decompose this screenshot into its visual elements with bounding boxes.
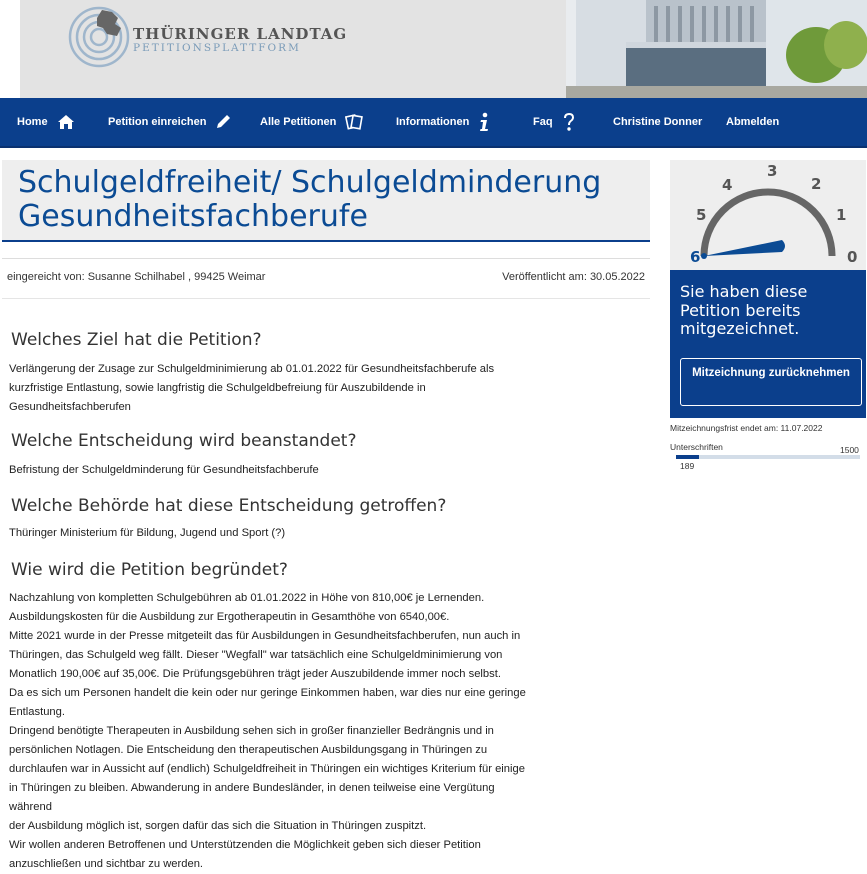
section-text-behoerde: Thüringer Ministerium für Bildung, Jugend und Sport (?) bbox=[9, 527, 286, 539]
signatures-count: 189 bbox=[680, 461, 695, 471]
section-heading-ziel: Welches Ziel hat die Petition? bbox=[11, 330, 262, 350]
site-title: THÜRINGER LANDTAG bbox=[133, 25, 348, 43]
documents-icon bbox=[345, 113, 363, 131]
gauge-label-2: 2 bbox=[811, 175, 822, 193]
signature-gauge bbox=[670, 160, 866, 270]
withdraw-signature-button[interactable]: Mitzeichnung zurücknehmen bbox=[680, 358, 862, 406]
gauge-label-3: 3 bbox=[767, 162, 778, 180]
petition-title: Schulgeldfreiheit/ Schulgeldminderung Gesundheitsfachberufe bbox=[18, 165, 602, 234]
section-text-ziel: Verlängerung der Zusage zur Schulgeldminimierung ab 01.01.2022 für Gesundheitsfachberufe als kurzfristige Entlastung, sowie langfristig die Schulgeldbefreiung für Auszubildende in Gesundheitsfachberufen bbox=[9, 363, 495, 413]
nav-petition-einreichen[interactable] bbox=[108, 98, 231, 146]
petition-title-box bbox=[2, 160, 650, 242]
main-navigation bbox=[0, 98, 867, 148]
signed-message: Sie haben diese Petition bereits mitgezeichnet. bbox=[680, 282, 808, 338]
gauge-label-4: 4 bbox=[722, 176, 733, 194]
nav-home-label: Home bbox=[17, 116, 48, 128]
question-icon bbox=[562, 112, 576, 132]
divider bbox=[2, 258, 650, 259]
site-header bbox=[0, 0, 867, 98]
petition-submitter: eingereicht von: Susanne Schilhabel , 99425 Weimar bbox=[7, 271, 266, 283]
nav-alle-petitionen[interactable] bbox=[260, 98, 363, 146]
gauge-label-5: 5 bbox=[696, 206, 707, 224]
gauge-label-6: 6 bbox=[690, 248, 701, 266]
nav-petition-einreichen-label: Petition einreichen bbox=[108, 116, 207, 128]
petition-published-date: Veröffentlicht am: 30.05.2022 bbox=[502, 271, 645, 283]
gauge-icon bbox=[670, 160, 866, 270]
home-icon bbox=[57, 114, 75, 130]
landtag-logo-icon[interactable] bbox=[68, 6, 130, 68]
section-heading-entscheidung: Welche Entscheidung wird beanstandet? bbox=[11, 431, 357, 451]
signatures-progress-fill bbox=[676, 455, 699, 459]
section-heading-begruendung: Wie wird die Petition begründet? bbox=[11, 560, 288, 580]
pencil-icon bbox=[215, 114, 231, 130]
nav-faq[interactable] bbox=[533, 98, 576, 146]
nav-faq-label: Faq bbox=[533, 116, 553, 128]
site-subtitle: PETITIONSPLATTFORM bbox=[133, 42, 301, 54]
signatures-goal: 1500 bbox=[840, 445, 859, 455]
gauge-label-1: 1 bbox=[836, 206, 847, 224]
nav-user-profile[interactable]: Christine Donner bbox=[613, 116, 703, 128]
signature-deadline: Mitzeichnungsfrist endet am: 11.07.2022 bbox=[670, 423, 823, 433]
building-photo bbox=[566, 0, 867, 98]
nav-abmelden[interactable]: Abmelden bbox=[726, 116, 780, 128]
divider bbox=[2, 298, 650, 299]
nav-alle-petitionen-label: Alle Petitionen bbox=[260, 116, 337, 128]
gauge-label-0: 0 bbox=[847, 248, 858, 266]
signed-status-box bbox=[670, 270, 866, 418]
signatures-label: Unterschriften bbox=[670, 442, 723, 452]
info-icon bbox=[478, 112, 490, 132]
nav-informationen[interactable] bbox=[396, 98, 490, 146]
nav-home[interactable] bbox=[17, 98, 75, 146]
nav-informationen-label: Informationen bbox=[396, 116, 470, 128]
section-text-begruendung: Nachzahlung von kompletten Schulgebühren ab 01.01.2022 in Höhe von 810,00€ je Lernenden. Ausbildungskosten für die Ausbildung zur Ergotherapeutin in Gesamthöhe von 6540,00€. Mitte 2021 wurde in der Presse mitgeteilt das für Ausbildungen in Gesundheitsfachberufen, nun auch in Thüringen, das Schulgeld weg fällt. Dieser "Wegfall" war tatsächlich eine Schulgeldminimierung von Monatlich 190,00€ auf 35,00€. Die Prüfungsgebühren trägt jeder Auszubildende immer noch selbst. Da es sich um Personen handelt die kein oder nur geringe Einkommen haben, war dies nur eine geringe Entlastung. Dringend benötigte Therapeuten in Ausbildung sehen sich in großer finanzieller Bedrängnis und in persönlichen Notlagen. Die Entscheidung den therapeutischen Ausbildungsgang in Thüringen zu durchlaufen war in Aussicht auf (endlich) Schulgeldfreiheit in Thüringen ein wichtiges Kriterium für einige in Thüringen zu bleiben. Abwanderung in andere Bundesländer, in denen teilweise eine Vergütung während der Ausbildung möglich ist, sorgen dafür das sich die Situation in Thüringen zuspitzt. Wir wollen anderen Betroffenen und Unterstützenden die Möglichkeit geben sich dieser Petition anzuschließen und sichtbar zu werden. bbox=[9, 592, 526, 870]
section-text-entscheidung: Befristung der Schulgeldminderung für Gesundheitsfachberufe bbox=[9, 464, 319, 476]
section-heading-behoerde: Welche Behörde hat diese Entscheidung getroffen? bbox=[11, 496, 447, 516]
signatures-progress-bar bbox=[676, 455, 860, 459]
